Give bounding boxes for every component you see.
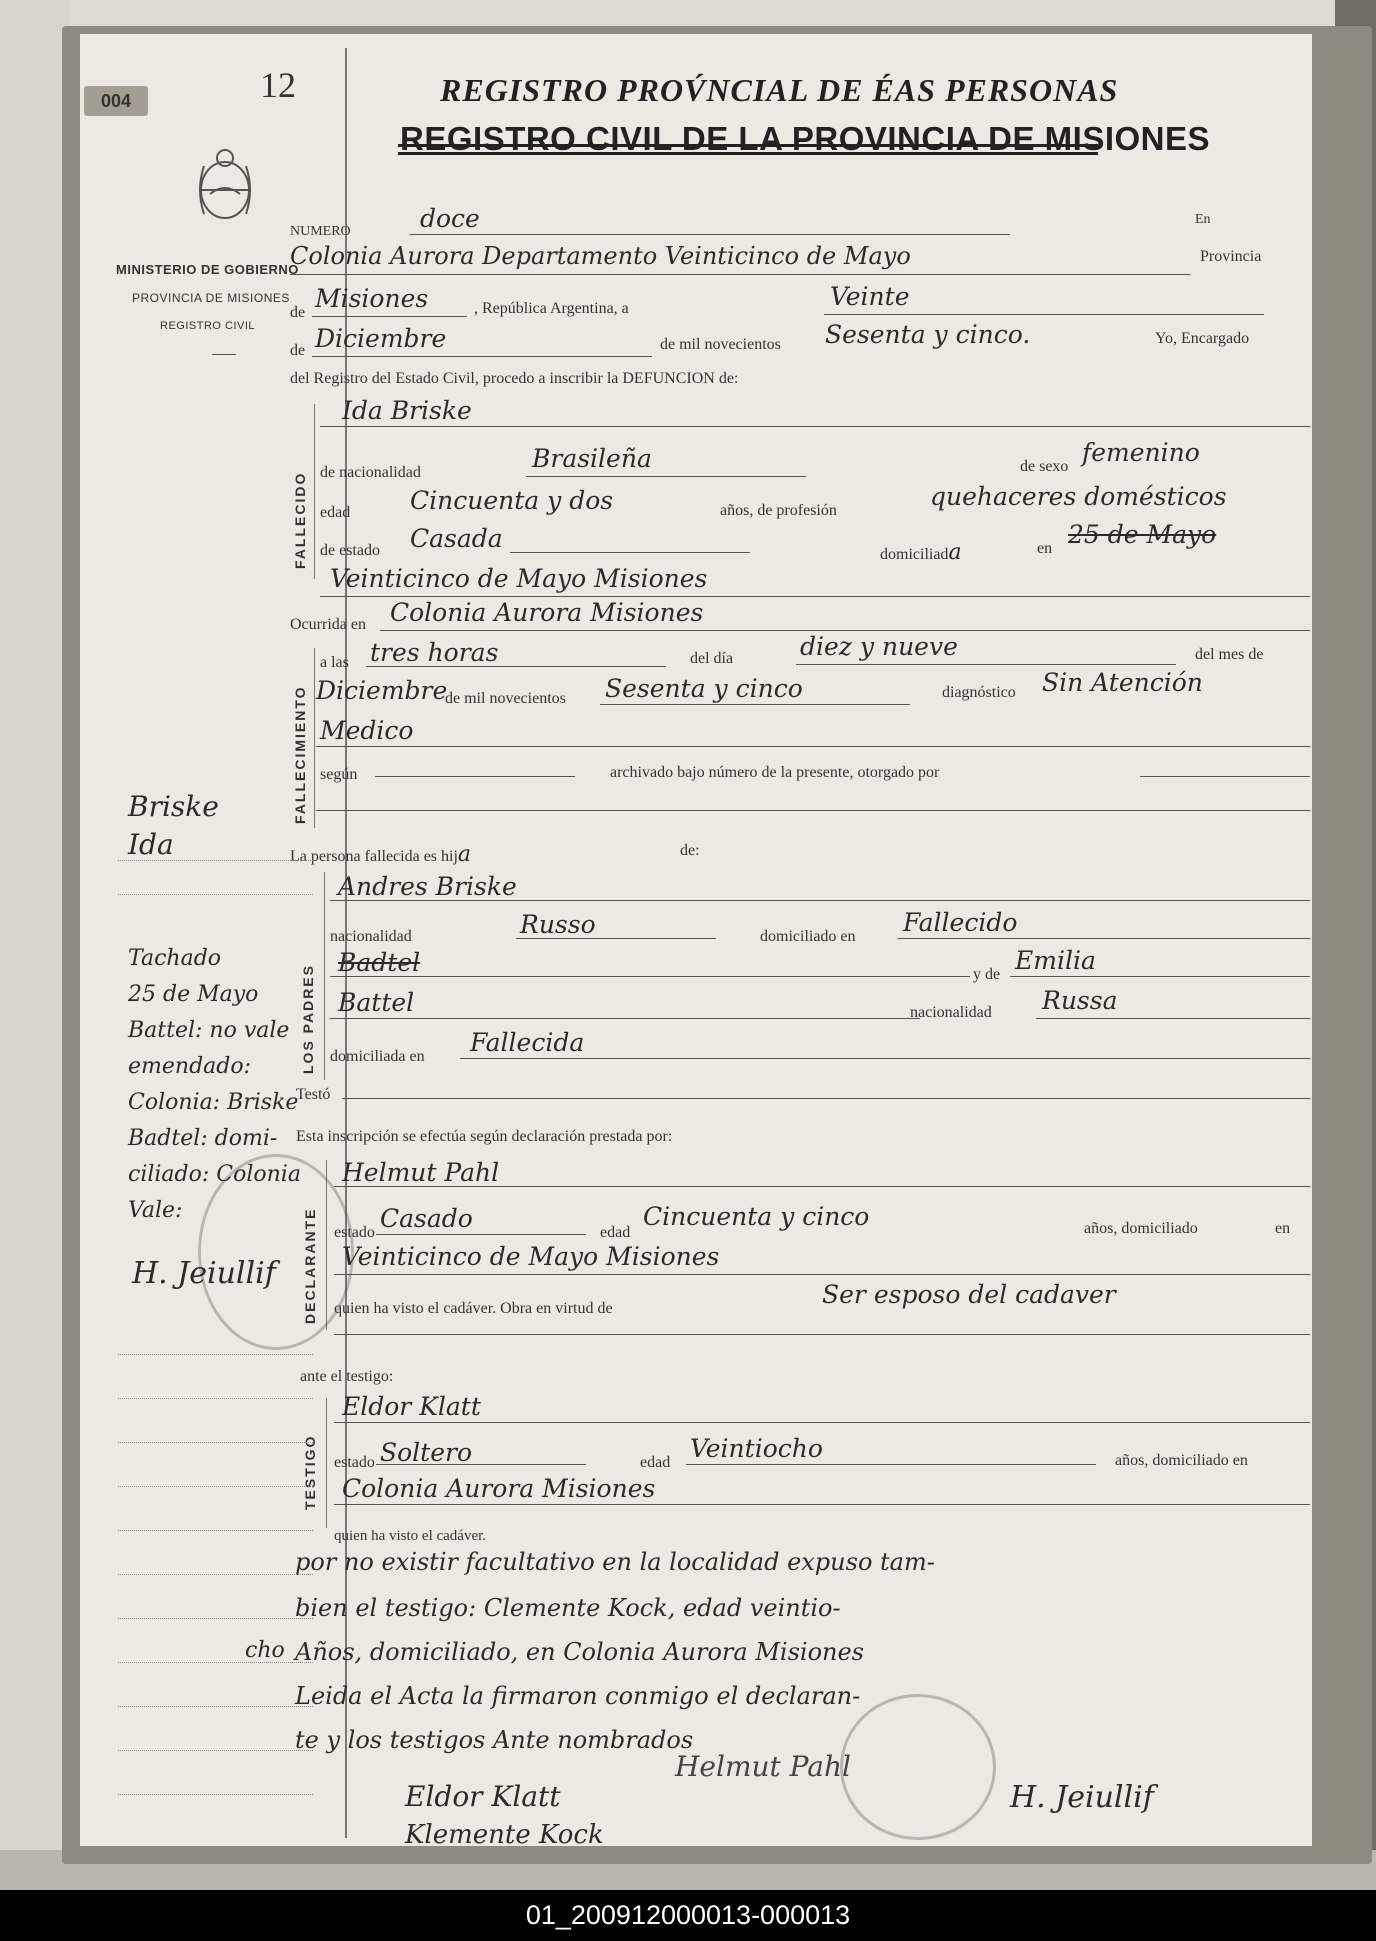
anio-value: Sesenta y cinco <box>605 674 803 703</box>
declarante-estado-value: Casado <box>380 1204 473 1233</box>
domiciliada-label <box>880 540 962 565</box>
ante-testigo-label: ante el testigo: <box>300 1368 394 1385</box>
dia-label: del día <box>690 650 734 667</box>
margin-line-13 <box>118 1794 313 1795</box>
corner-tab <box>84 86 148 116</box>
ministry-line-2: PROVINCIA DE MISIONES <box>132 291 290 305</box>
ocurrida-line <box>380 630 1310 631</box>
madre-nacionalidad-label: nacionalidad <box>910 1004 992 1021</box>
header-strikethrough-2 <box>398 152 1098 155</box>
diagnostico-value: Sin Atención <box>1042 668 1203 697</box>
edad-label: edad <box>320 504 351 521</box>
testigo-name: Eldor Klatt <box>342 1392 481 1421</box>
anos-label: años, de profesión <box>720 502 837 519</box>
day-value: Veinte <box>830 282 910 311</box>
notes-line-2: bien el testigo: Clemente Kock, edad veintio- <box>295 1594 841 1622</box>
testo-label: Testó <box>296 1086 331 1103</box>
declarante-section-label: DECLARANTE <box>302 1207 318 1324</box>
yde-label: y de <box>973 966 1001 983</box>
fallecimiento-bracket <box>314 648 315 828</box>
padre-nacionalidad-value: Russo <box>520 910 596 939</box>
numero-value: doce <box>420 204 480 233</box>
ocurrida-label: Ocurrida en <box>290 616 366 633</box>
fallecido-en-label: en <box>1037 540 1053 557</box>
testigo-estado-line <box>376 1464 586 1465</box>
margin-enmendado: emendado: <box>128 1054 252 1079</box>
anio-line <box>600 704 910 705</box>
diagnostico-label: diagnóstico <box>942 684 1016 701</box>
profesion-value: quehaceres domésticos <box>930 482 1227 511</box>
diagnostico-line2-value: Medico <box>320 716 414 745</box>
deceased-name-line <box>320 426 1310 427</box>
testigo-edad-value: Veintiocho <box>690 1434 823 1463</box>
statement-text: del Registro del Estado Civil, procedo a inscribir la DEFUNCION de: <box>290 370 739 387</box>
padre-nac-line <box>516 938 716 939</box>
ocurrida-value: Colonia Aurora Misiones <box>390 598 704 627</box>
hora-value: tres horas <box>370 638 499 667</box>
margin-line-6 <box>118 1486 313 1487</box>
nacionalidad-label: de nacionalidad <box>320 464 421 481</box>
encargado-signature: H. Jeiullif <box>1010 1780 1154 1815</box>
declarante-virtud-value: Ser esposo del cadaver <box>822 1280 1116 1309</box>
month-line <box>312 356 652 357</box>
padre-domicilio-value: Fallecido <box>903 908 1018 937</box>
segun-label: según <box>320 766 358 783</box>
ministry-line-3: REGISTRO CIVIL <box>160 320 256 332</box>
archivado-line <box>1140 776 1310 777</box>
declarante-name-line <box>334 1186 1310 1187</box>
hijo-suffix: a <box>457 842 472 867</box>
coat-of-arms-icon <box>190 144 260 229</box>
testigo-signature: Eldor Klatt <box>405 1780 561 1813</box>
ministry-underline <box>212 354 236 355</box>
nacionalidad-value: Brasileña <box>532 444 652 473</box>
margin-signature: H. Jeiullif <box>132 1256 276 1291</box>
margin-line-4 <box>118 1398 313 1399</box>
province-value: Misiones <box>315 284 429 313</box>
padre-dom-line <box>898 938 1310 939</box>
dia-value: diez y nueve <box>800 632 958 661</box>
edad-value: Cincuenta y dos <box>410 486 614 515</box>
estado-label: de estado <box>320 542 380 559</box>
republica-label: , República Argentina, a <box>474 300 629 317</box>
margin-battel-note: Battel: no vale <box>128 1018 290 1043</box>
sexo-label: de sexo <box>1020 458 1069 475</box>
domicilio-line2-value: Veinticinco de Mayo Misiones <box>330 564 708 593</box>
testigo-estado-label: estado <box>334 1454 375 1471</box>
fallecimiento-section-label: FALLECIMIENTO <box>292 685 308 824</box>
padre-domiciliado-label: domiciliado en <box>760 928 856 945</box>
hora-label: a las <box>320 654 349 671</box>
page-number: 12 <box>260 65 296 105</box>
padre-name-line <box>330 900 1310 901</box>
deceased-name: Ida Briske <box>342 396 472 425</box>
testigo-visto-label: quien ha visto el cadáver. <box>334 1528 487 1544</box>
domicilio-value: 25 de Mayo <box>1068 520 1217 549</box>
margin-surname: Briske <box>128 790 219 823</box>
fallecimiento-blank-line <box>316 810 1310 811</box>
testigo-domicilio-value: Colonia Aurora Misiones <box>342 1474 656 1503</box>
mes-label: del mes de <box>1195 646 1264 663</box>
declarante-intro: Esta inscripción se efectúa según declaración prestada por: <box>296 1128 673 1145</box>
padre-name: Andres Briske <box>338 872 517 901</box>
margin-ciliado-note: ciliado: Colonia <box>128 1162 301 1187</box>
margin-line-1 <box>118 860 313 861</box>
declarante-estado-label: estado <box>334 1224 375 1241</box>
domiciliada-label-text: domiciliad <box>880 546 949 563</box>
declarante-edad-label: edad <box>600 1224 631 1241</box>
background-left <box>0 0 70 1890</box>
de2-label: de <box>290 342 306 359</box>
notes-line-1: por no existir facultativo en la localidad expuso tam- <box>295 1548 935 1576</box>
dia-line <box>796 664 1176 665</box>
yo-label: Yo, Encargado <box>1155 330 1250 347</box>
margin-tachado: Tachado <box>128 946 222 971</box>
register-page <box>80 34 1312 1850</box>
domicilio-line2-line <box>320 596 1310 597</box>
fallecido-bracket <box>314 404 315 579</box>
declarante-estado-line <box>376 1234 586 1235</box>
header-title-1: REGISTRO PROV́NCIAL DE ÉAS PERSONAS <box>440 72 1119 108</box>
margin-firstname: Ida <box>128 828 174 861</box>
header-strikethrough <box>398 144 1098 147</box>
margin-line-9 <box>118 1618 313 1619</box>
anio-label: de mil novecientos <box>445 690 566 707</box>
hora-line <box>366 666 666 667</box>
corner-tab-label: 004 <box>100 91 132 111</box>
notes-line-4: Leida el Acta la firmaron conmigo el declaran- <box>295 1682 861 1710</box>
place-value: Colonia Aurora Departamento Veinticinco de Mayo <box>290 242 911 270</box>
declarante-name: Helmut Pahl <box>342 1158 500 1187</box>
margin-line-10 <box>118 1662 313 1663</box>
padres-bracket <box>324 872 325 1080</box>
mes-value: Diciembre <box>316 676 448 705</box>
margin-vale: Vale: <box>128 1198 183 1223</box>
image-caption: 01_200912000013-000013 <box>0 1890 1376 1941</box>
header-title-2: REGISTRO CIVIL DE LA PROVINCIA DE MISIONES <box>400 120 1211 157</box>
notes-line-3-prefix: cho <box>245 1638 285 1663</box>
declarante-domicilio-value: Veinticinco de Mayo Misiones <box>342 1242 720 1271</box>
madre-name: Emilia <box>1015 946 1096 975</box>
madre-domicilio-value: Fallecida <box>470 1028 585 1057</box>
declarante-signature: Helmut Pahl <box>675 1750 851 1783</box>
archivado-label: archivado bajo número de la presente, otorgado por <box>610 764 940 781</box>
madre-nacionalidad-value: Russa <box>1042 986 1118 1015</box>
numero-label: NUMERO <box>290 224 351 239</box>
testo-line <box>342 1098 1310 1099</box>
testigo-anos-label: años, domiciliado en <box>1115 1452 1248 1469</box>
notes-line-3: Años, domiciliado, en Colonia Aurora Misiones <box>295 1638 864 1666</box>
margin-line-12 <box>118 1750 313 1751</box>
provincia-label: Provincia <box>1200 248 1262 265</box>
year-label: de mil novecientos <box>660 336 781 353</box>
margin-badtel-note: Badtel: domi- <box>128 1126 278 1151</box>
madre-apellido: Battel <box>338 988 415 1017</box>
madre-name-line <box>1010 976 1310 977</box>
place-line <box>290 274 1190 275</box>
testigo-name-line <box>334 1422 1310 1423</box>
segun-line <box>375 776 575 777</box>
madre-domiciliada-label: domiciliada en <box>330 1048 425 1065</box>
diagnostico-line2-line <box>316 746 1310 747</box>
margin-line-3 <box>118 1354 313 1355</box>
official-stamp-right <box>840 1694 996 1840</box>
madre-dom-line <box>460 1058 1310 1059</box>
hijo-label <box>290 842 471 867</box>
hijo-label-text: La persona fallecida es hij <box>290 848 458 865</box>
strikeout-line <box>330 976 970 977</box>
ministry-line-1: MINISTERIO DE GOBIERNO <box>116 262 299 277</box>
fallecido-section-label: FALLECIDO <box>292 471 308 569</box>
madre-apellido-line <box>330 1018 920 1019</box>
estado-line <box>510 552 750 553</box>
declarante-visto-label: quien ha visto el cadáver. Obra en virtud de <box>334 1300 613 1317</box>
sexo-value: femenino <box>1082 438 1200 467</box>
testigo-section-label: TESTIGO <box>302 1434 318 1510</box>
padre-nacionalidad-label: nacionalidad <box>330 928 412 945</box>
margin-line-11 <box>118 1706 313 1707</box>
domiciliada-suffix: a <box>948 540 962 565</box>
margin-line-5 <box>118 1442 313 1443</box>
nacionalidad-line <box>526 476 806 477</box>
padres-section-label: LOS PADRES <box>300 964 316 1074</box>
year-value: Sesenta y cinco. <box>825 320 1031 349</box>
declarante-en-label: en <box>1275 1220 1291 1237</box>
day-line <box>824 314 1264 315</box>
testigo-edad-label: edad <box>640 1454 671 1471</box>
estado-value: Casada <box>410 524 503 553</box>
declarante-edad-value: Cincuenta y cinco <box>643 1202 870 1231</box>
numero-line <box>410 234 1010 235</box>
madre-nac-line <box>1036 1018 1310 1019</box>
de-label: de <box>290 304 306 321</box>
testigo-bracket <box>326 1398 327 1528</box>
declarante-anos-label: años, domiciliado <box>1084 1220 1198 1237</box>
testigo-estado-value: Soltero <box>380 1438 473 1467</box>
strikeout-value: Badtel <box>338 948 421 977</box>
margin-colonia-note: Colonia: Briske <box>128 1090 299 1115</box>
notes-line-5: te y los testigos Ante nombrados <box>295 1726 694 1754</box>
testigo-edad-line <box>686 1464 1096 1465</box>
province-line <box>312 316 467 317</box>
testigo2-signature: Klemente Kock <box>405 1820 604 1850</box>
padres-de-label: de: <box>680 842 700 859</box>
margin-line-2 <box>118 894 313 895</box>
declarante-virtud-line <box>334 1334 1310 1335</box>
margin-line-8 <box>118 1574 313 1575</box>
testigo-domicilio-line <box>334 1504 1310 1505</box>
declarante-domicilio-line <box>334 1274 1310 1275</box>
margin-line-7 <box>118 1530 313 1531</box>
en-label: En <box>1195 212 1211 227</box>
margin-tachado-value: 25 de Mayo <box>128 982 259 1007</box>
month-value: Diciembre <box>315 324 447 353</box>
